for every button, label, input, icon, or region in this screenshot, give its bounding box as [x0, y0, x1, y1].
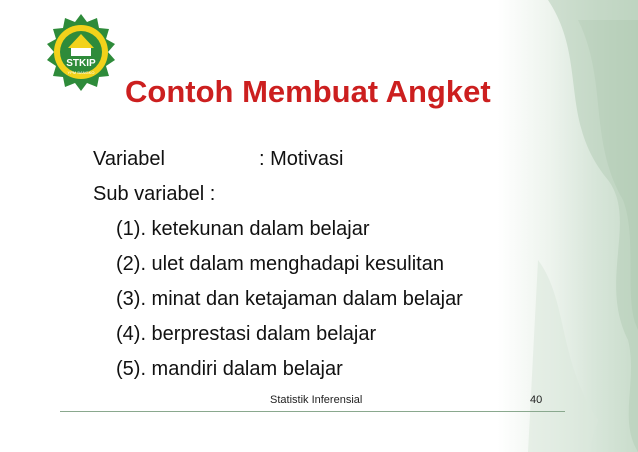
list-item: (2). ulet dalam menghadapi kesulitan: [116, 253, 444, 275]
slide-content: [93, 142, 463, 387]
subvariable-label: Sub variabel :: [93, 183, 216, 205]
variable-value: : Motivasi: [259, 148, 344, 170]
variable-row: [93, 142, 463, 177]
decorative-leaves-pattern: [528, 0, 638, 452]
list-item: (1). ketekunan dalam belajar: [116, 218, 370, 240]
list-item: (4). berprestasi dalam belajar: [116, 323, 377, 345]
list-item: (5). mandiri dalam belajar: [116, 358, 343, 380]
footer-divider: [60, 411, 565, 412]
variable-label: Variabel: [93, 148, 165, 170]
list-item: (3). minat dan ketajaman dalam belajar: [116, 288, 463, 310]
stkip-logo: [40, 12, 122, 94]
logo-subtext: YPM BANGKO: [67, 70, 95, 75]
slide-title: Contoh Membuat Angket: [125, 74, 491, 109]
footer-text: Statistik Inferensial: [270, 394, 363, 406]
logo-text: STKIP: [66, 58, 96, 69]
page-number: 40: [530, 394, 543, 406]
